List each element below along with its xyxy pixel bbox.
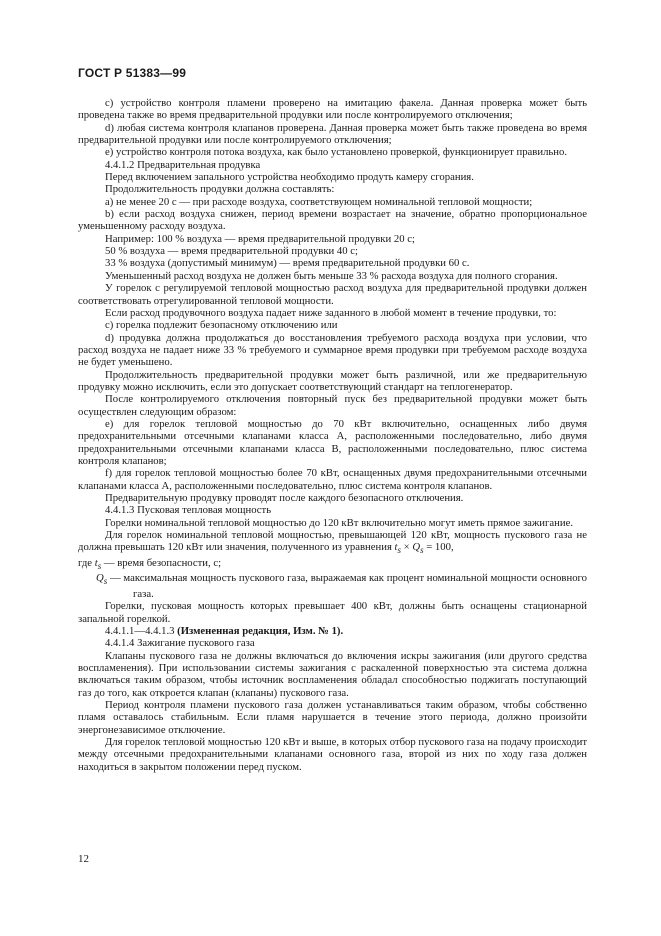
section-heading-4-4-1-4: 4.4.1.4 Зажигание пускового газа — [105, 637, 255, 650]
paragraph: Клапаны пускового газа не должны включаться до включения искры зажигания (или другого средства воспламенения). При использовании системы зажигания с раскаленной поверхностью эта система должна включаться таким образом, чтобы источник воспламенения обладал способностью поджигать поступающий газ до того, как откроется клапан (клапаны) пускового газа. — [78, 649, 587, 699]
paragraph: d) любая система контроля клапанов проверена. Данная проверка может быть также проведена во время предварительной продувки или после контролируемого отключения; — [78, 121, 587, 147]
standard-header: ГОСТ Р 51383—99 — [78, 66, 187, 80]
paragraph: Например: 100 % воздуха — время предварительной продувки 20 с; — [105, 232, 415, 245]
paragraph: Горелки номинальной тепловой мощностью до 120 кВт включительно могут иметь прямое зажигание. — [105, 516, 573, 529]
section-heading-4-4-1-3: 4.4.1.3 Пусковая тепловая мощность — [105, 504, 272, 517]
list-item: a) не менее 20 с — при расходе воздуха, соответствующем номинальной тепловой мощности; — [105, 195, 533, 208]
paragraph: Горелки, пусковая мощность которых превышает 400 кВт, должны быть оснащены стационарной запальной горелкой. — [78, 600, 587, 625]
paragraph: 50 % воздуха — время предварительной продувки 40 с; — [105, 245, 358, 258]
section-heading-4-4-1-2: 4.4.1.2 Предварительная продувка — [105, 158, 261, 171]
paragraph: c) устройство контроля пламени проверено на имитацию факела. Данная проверка может быть проведена также во время предварительной продувки или после контролируемого отключения; — [78, 97, 587, 122]
amendment-note: 4.4.1.1—4.4.1.3 (Измененная редакция, Изм. № 1). — [105, 624, 344, 637]
paragraph: Предварительную продувку проводят после каждого безопасного отключения. — [105, 492, 464, 504]
list-item: f) для горелок тепловой мощностью более 70 кВт, оснащенных двумя предохранительными отсечными клапанами класса А, расположенными последовательно, плюс система контроля клапанов. — [78, 467, 587, 492]
paragraph: 33 % воздуха (допустимый минимум) — время предварительной продувки 60 с. — [105, 257, 470, 270]
body-text — [78, 97, 587, 773]
page-number: 12 — [78, 853, 89, 865]
formula-paragraph: Для горелок номинальной тепловой мощностью, превышающей 120 кВт, мощность пускового газа не должна превышать 120 кВт или значения, полученного из уравнения $t_s \times Q_s = 100$, — [78, 529, 587, 556]
paragraph: Для горелок тепловой мощностью 120 кВт и выше, в которых отбор пускового газа на подачу происходит между отсечными предохранительными клапанами основного газа, второй из них по ходу газа должен находиться в закрытом положении перед пуском. — [78, 735, 587, 773]
paragraph: У горелок с регулируемой тепловой мощностью расход воздуха для предварительной продувки должен соответствовать отрегулированной тепловой мощности. — [78, 282, 587, 307]
list-item: c) горелка подлежит безопасному отключению или — [105, 319, 338, 332]
paragraph: e) устройство контроля потока воздуха, как было установлено проверкой, функционирует правильно. — [105, 146, 568, 159]
paragraph: Уменьшенный расход воздуха не должен быть меньше 33 % расхода воздуха для полного сгорания. — [105, 269, 558, 282]
list-item: b) если расход воздуха снижен, период времени возрастает на значение, обратно пропорциональное уменьшенному расходу воздуха. — [78, 208, 587, 233]
paragraph: Продолжительность продувки должна составлять: — [105, 183, 335, 196]
paragraph: После контролируемого отключения повторный пуск без предварительной продувки может быть осуществлен следующим образом: — [78, 393, 587, 418]
list-item: d) продувка должна продолжаться до восстановления требуемого расхода воздуха при условии, что расход воздуха не падает ниже 33 % требуемого и суммарное время продувки при требуемом расходе воздуха не будет уменьшено. — [78, 331, 587, 369]
paragraph: Перед включением запального устройства необходимо продуть камеру сгорания. — [105, 171, 474, 184]
list-item: e) для горелок тепловой мощностью до 70 кВт включительно, оснащенных либо двумя предохранительными отсечными клапанами класса А, расположенными последовательно, либо двумя предохранительными отсечными клапанами класса В, расположенными последовательно, плюс система контроля клапанов; — [78, 417, 587, 467]
formula-where: где $t_s$ — время безопасности, с; — [78, 556, 222, 571]
paragraph: Период контроля пламени пускового газа должен устанавливаться таким образом, чтобы собственно пламя оставалось стабильным. Если пламя нарушается в течение этого периода, должно произойти энергонезависимое отключение. — [78, 698, 587, 736]
paragraph: Если расход продувочного воздуха падает ниже заданного в любой момент в течение продувки, то: — [105, 306, 557, 319]
paragraph: Продолжительность предварительной продувки может быть различной, или же предварительную продувку можно исключить, если это допускает соответствующий стандарт на теплогенератор. — [78, 368, 587, 393]
formula-definition: $Q_s$ — максимальная мощность пускового газа, выражаемая как процент номинальной мощности основного газа. — [96, 572, 587, 600]
